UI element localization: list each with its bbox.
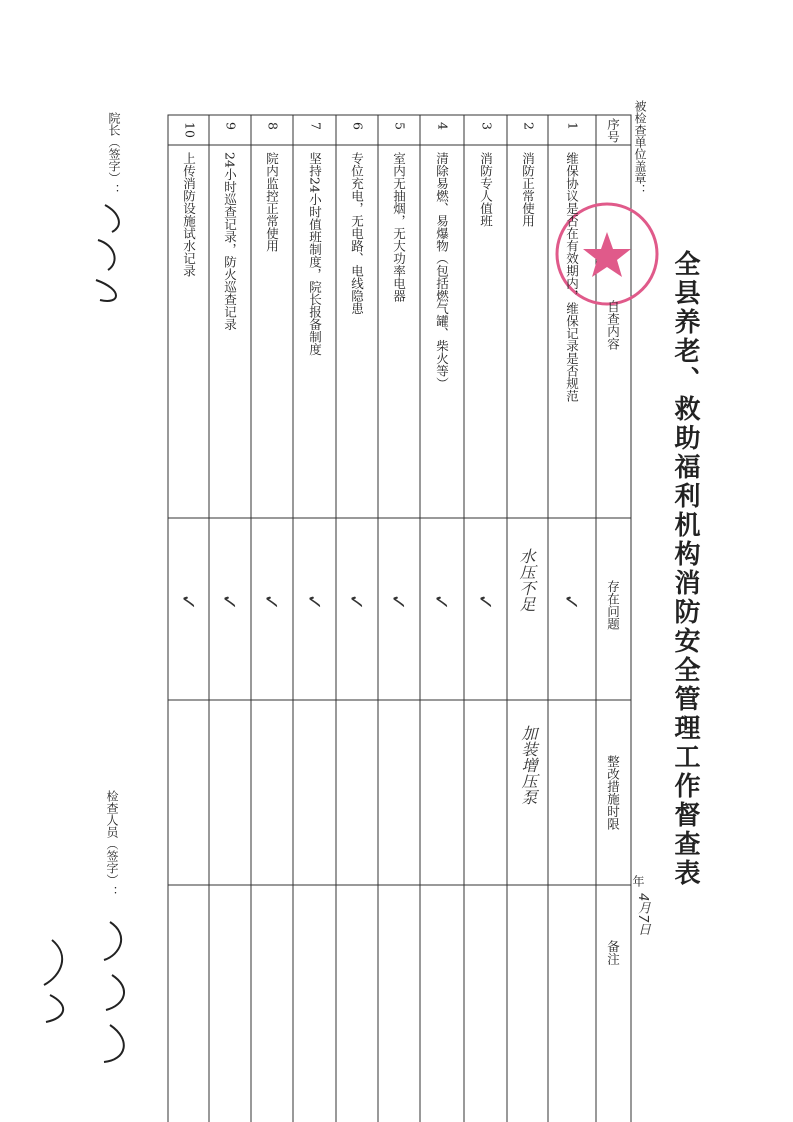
problem-check-mark: ✓ [217, 593, 242, 611]
header-item: 自查内容 [605, 300, 621, 350]
row-item: 消防正常使用 [520, 152, 536, 227]
row-item: 院内监控正常使用 [264, 152, 280, 252]
row-number: 3 [479, 122, 495, 130]
problem-check-mark: ✓ [344, 593, 369, 611]
row-item: 专位充电，无电路、电线隐患 [349, 152, 365, 315]
page-title: 全县养老、救助福利机构消防安全管理工作督查表 [670, 250, 700, 888]
header-measure: 整改措施时限 [605, 755, 621, 830]
row-item: 上传消防设施试水记录 [181, 152, 197, 277]
problem-check-mark: ✓ [473, 593, 498, 611]
head-signer-label: 院长（签字）： [107, 112, 121, 196]
row-number: 6 [350, 122, 366, 130]
row-number: 10 [182, 122, 198, 138]
header-problem: 存在问题 [605, 580, 621, 630]
row-item: 维保协议是否在有效期内，维保记录是否规范 [564, 152, 580, 402]
problem-check-mark: ✓ [559, 593, 584, 611]
date-year-label: 年 [631, 875, 645, 887]
row-number: 9 [223, 122, 239, 130]
problem-check-mark: ✓ [176, 593, 201, 611]
handwritten-measure: 加装增压泵 [519, 725, 538, 805]
problem-check-mark: ✓ [429, 593, 454, 611]
inspector-label: 检查人员（签字）： [105, 790, 119, 898]
problem-check-mark: ✓ [259, 593, 284, 611]
row-item: 清除易燃、易爆物（包括燃气罐、柴火等） [434, 152, 450, 390]
row-number: 8 [265, 122, 281, 130]
row-item: 消防专人值班 [478, 152, 494, 227]
handwritten-problem: 水压不足 [517, 548, 536, 612]
row-number: 5 [392, 122, 408, 130]
unit-stamp-label: 被检查单位盖章： [633, 100, 647, 196]
row-item: 24小时巡查记录，防火巡查记录 [222, 152, 238, 331]
row-number: 2 [521, 122, 537, 130]
problem-check-mark: ✓ [302, 593, 327, 611]
head-signature [96, 205, 119, 301]
row-number: 1 [565, 122, 581, 130]
date-value: 4月7日 [635, 893, 650, 936]
inspector-signature [44, 922, 124, 1062]
problem-check-mark: ✓ [386, 593, 411, 611]
header-remark: 备注 [605, 940, 621, 965]
row-number: 4 [435, 122, 451, 130]
header-no: 序号 [605, 118, 621, 143]
row-item: 室内无抽烟，无大功率电器 [391, 152, 407, 302]
row-number: 7 [308, 122, 324, 130]
row-item: 坚持24小时值班制度，院长报备制度 [307, 152, 323, 356]
